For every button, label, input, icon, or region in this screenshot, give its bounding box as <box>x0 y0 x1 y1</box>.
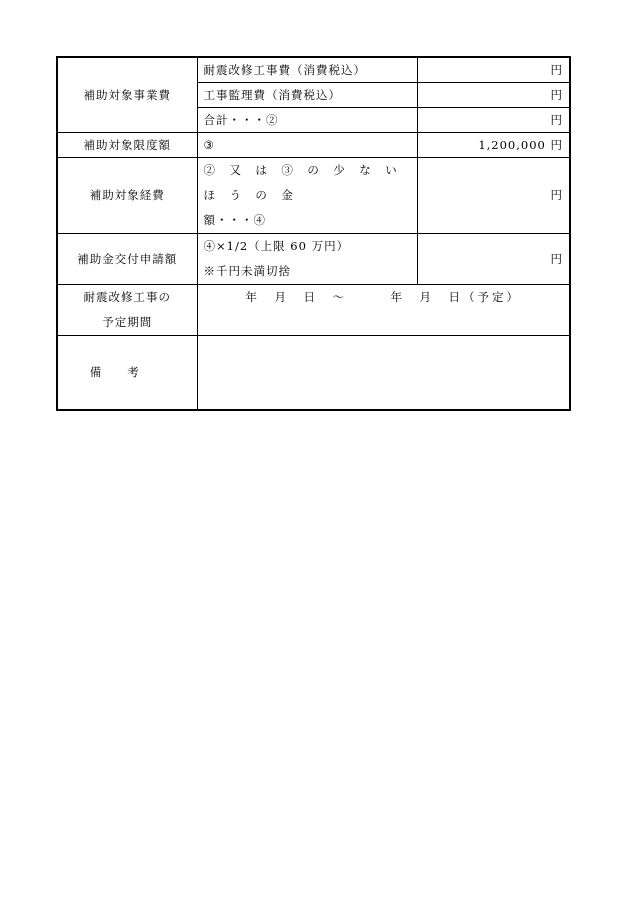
seismic-retrofit-cost-amount-field[interactable]: 円 <box>417 57 570 82</box>
table-row <box>57 233 570 284</box>
table-row <box>57 57 570 82</box>
planned-period-label: 耐震改修工事の 予定期間 <box>57 284 197 335</box>
seismic-retrofit-cost-item: 耐震改修工事費（消費税込） <box>197 57 417 82</box>
subsidy-expense-amount-field[interactable]: 円 <box>417 157 570 233</box>
planned-period-field[interactable]: 年 月 日 ～ 年 月 日（予定） <box>197 284 570 335</box>
supervision-cost-amount-field[interactable]: 円 <box>417 82 570 107</box>
remarks-label: 備考 <box>57 335 197 410</box>
subsidy-expense-content: ② 又 は ③ の 少 な い ほ う の 金 額・・・④ <box>197 157 417 233</box>
total-amount-field[interactable]: 円 <box>417 107 570 132</box>
remarks-field[interactable] <box>197 335 570 410</box>
table-row <box>57 284 570 335</box>
grant-application-amount-field[interactable]: 円 <box>417 233 570 284</box>
subsidy-application-table <box>56 56 571 411</box>
subsidy-limit-content: ③ <box>197 132 417 157</box>
subsidy-project-cost-label: 補助対象事業費 <box>57 57 197 132</box>
grant-application-content: ④×1/2（上限 60 万円） ※千円未満切捨 <box>197 233 417 284</box>
table-row <box>57 132 570 157</box>
grant-application-label: 補助金交付申請額 <box>57 233 197 284</box>
table-row <box>57 335 570 410</box>
subsidy-limit-amount: 1,200,000 円 <box>417 132 570 157</box>
subsidy-limit-label: 補助対象限度額 <box>57 132 197 157</box>
supervision-cost-item: 工事監理費（消費税込） <box>197 82 417 107</box>
total-item: 合計・・・② <box>197 107 417 132</box>
subsidy-expense-label: 補助対象経費 <box>57 157 197 233</box>
table-row <box>57 157 570 233</box>
